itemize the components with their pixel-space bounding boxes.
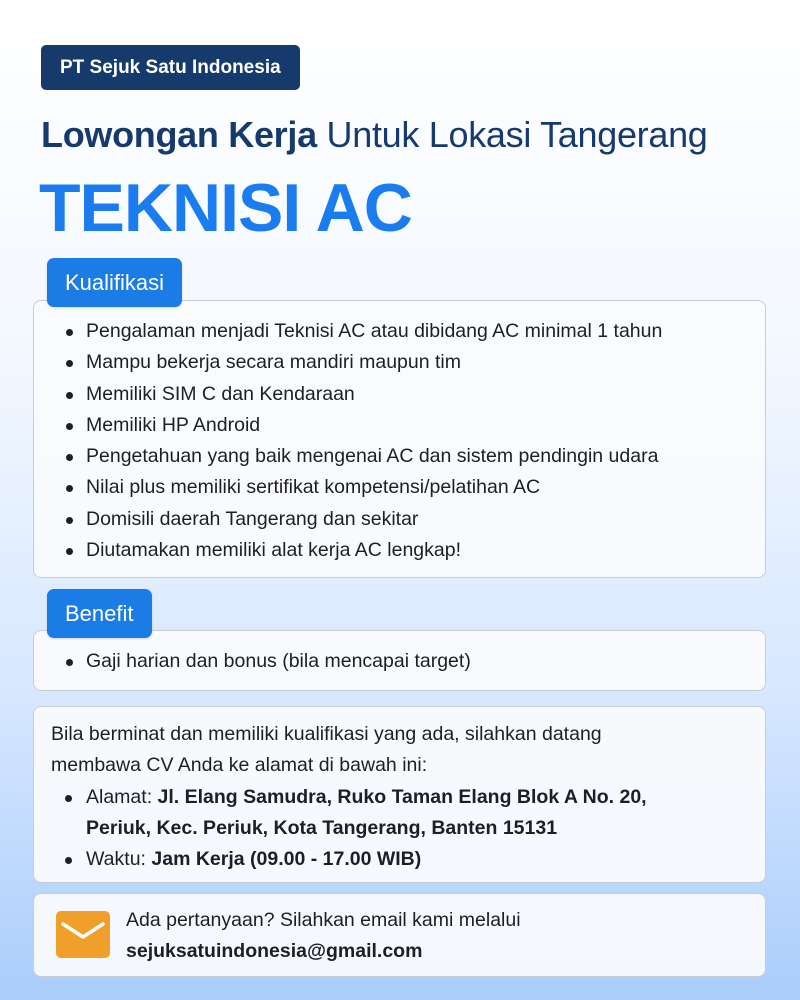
qualification-item: Mampu bekerja secara mandiri maupun tim bbox=[56, 347, 765, 378]
job-title: TEKNISI AC bbox=[39, 170, 412, 246]
address-label: Alamat: bbox=[86, 785, 158, 808]
benefit-list bbox=[56, 646, 765, 677]
intro-line-2: membawa CV Anda ke alamat di bawah ini: bbox=[51, 754, 428, 777]
subtitle-bold: Lowongan Kerja bbox=[41, 114, 317, 155]
application-details-list bbox=[51, 782, 765, 876]
contact-prompt: Ada pertanyaan? Silahkan email kami melalui bbox=[126, 909, 521, 931]
qualifications-heading: Kualifikasi bbox=[47, 258, 182, 307]
address-line-2: Periuk, Kec. Periuk, Kota Tangerang, Banten 15131 bbox=[86, 816, 558, 839]
contact-text bbox=[126, 905, 521, 967]
qualifications-panel bbox=[33, 300, 766, 578]
benefit-heading: Benefit bbox=[47, 589, 152, 638]
page-subtitle bbox=[41, 110, 708, 160]
contact-email[interactable]: sejuksatuindonesia@gmail.com bbox=[126, 940, 423, 962]
qualifications-list bbox=[56, 316, 765, 566]
address-line-1: Jl. Elang Samudra, Ruko Taman Elang Blok A No. 20, bbox=[157, 785, 647, 808]
time-value: Jam Kerja (09.00 - 17.00 WIB) bbox=[151, 848, 422, 871]
benefit-item: Gaji harian dan bonus (bila mencapai target) bbox=[56, 646, 765, 677]
application-info-panel bbox=[33, 706, 766, 883]
qualification-item: Diutamakan memiliki alat kerja AC lengkap! bbox=[56, 535, 765, 566]
qualification-item: Domisili daerah Tangerang dan sekitar bbox=[56, 504, 765, 535]
benefit-panel bbox=[33, 630, 766, 691]
envelope-icon bbox=[56, 911, 110, 958]
qualification-item: Memiliki HP Android bbox=[56, 410, 765, 441]
subtitle-rest: Untuk Lokasi Tangerang bbox=[316, 114, 708, 155]
application-intro bbox=[51, 719, 765, 782]
qualification-item: Memiliki SIM C dan Kendaraan bbox=[56, 379, 765, 410]
address-item bbox=[51, 782, 765, 845]
company-name-badge: PT Sejuk Satu Indonesia bbox=[41, 45, 300, 90]
contact-panel bbox=[33, 893, 766, 977]
intro-line-1: Bila berminat dan memiliki kualifikasi yang ada, silahkan datang bbox=[51, 723, 602, 745]
time-item bbox=[51, 844, 765, 875]
qualification-item: Pengetahuan yang baik mengenai AC dan sistem pendingin udara bbox=[56, 441, 765, 472]
time-label: Waktu: bbox=[86, 848, 152, 871]
qualification-item: Pengalaman menjadi Teknisi AC atau dibidang AC minimal 1 tahun bbox=[56, 316, 765, 347]
qualification-item: Nilai plus memiliki sertifikat kompetensi/pelatihan AC bbox=[56, 472, 765, 503]
